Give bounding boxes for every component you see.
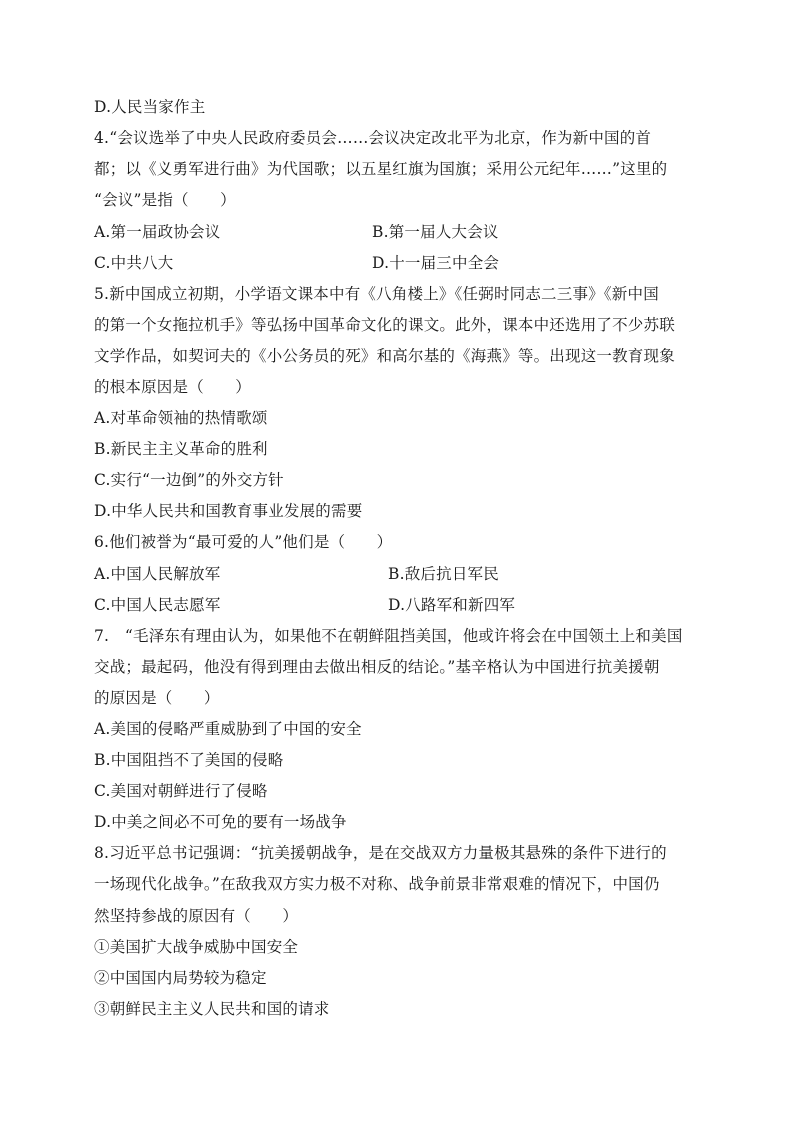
q4-option-c: C.中共八大 xyxy=(94,254,174,272)
q8-item-3: ③朝鲜民主主义人民共和国的请求 xyxy=(94,1000,330,1018)
option-d-prev: D.人民当家作主 xyxy=(94,98,206,116)
q7-option-b: B.中国阻挡不了美国的侵略 xyxy=(94,751,284,769)
q8-stem-line-2: 一场现代化战争。”在敌我双方实力极不对称、战争前景非常艰难的情况下，中国仍 xyxy=(94,875,660,893)
q8-stem-line-3: 然坚持参战的原因有（ ） xyxy=(94,907,299,925)
q4-option-a: A.第一届政协会议 xyxy=(94,223,221,241)
q5-stem-line-2: 的第一个女拖拉机手》等弘扬中国革命文化的课文。此外，课本中还选用了不少苏联 xyxy=(94,316,675,334)
q6-stem-line-1: 6.他们被誉为“最可爱的人”他们是（ ） xyxy=(94,533,393,551)
q8-stem-line-1: 8.习近平总书记强调：“抗美援朝战争，是在交战双方力量极其悬殊的条件下进行的 xyxy=(94,844,667,862)
q4-stem-line-1: 4.“会议选举了中央人民政府委员会……会议决定改北平为北京，作为新中国的首 xyxy=(94,129,652,147)
q4-option-b: B.第一届人大会议 xyxy=(372,223,499,241)
q7-option-a: A.美国的侵略严重威胁到了中国的安全 xyxy=(94,720,362,738)
q7-option-d: D.中美之间必不可免的要有一场战争 xyxy=(94,813,347,831)
q7-stem-line-3: 的原因是（ ） xyxy=(94,689,220,707)
q5-option-b: B.新民主主义革命的胜利 xyxy=(94,440,268,458)
q4-option-d: D.十一届三中全会 xyxy=(372,254,500,272)
q7-option-c: C.美国对朝鲜进行了侵略 xyxy=(94,782,268,800)
q6-option-d: D.八路军和新四军 xyxy=(388,596,516,614)
q6-option-c: C.中国人民志愿军 xyxy=(94,596,221,614)
q6-option-b: B.敌后抗日军民 xyxy=(388,565,499,583)
q4-stem-line-3: “会议”是指（ ） xyxy=(94,191,236,209)
q8-item-2: ②中国国内局势较为稳定 xyxy=(94,969,267,987)
q7-stem-line-1: 7. “毛泽东有理由认为，如果他不在朝鲜阻挡美国，他或许将会在中国领土上和美国 xyxy=(94,627,683,645)
q4-stem-line-2: 都；以《义勇军进行曲》为代国歌；以五星红旗为国旗；采用公元纪年……”这里的 xyxy=(94,160,668,178)
q5-option-c: C.实行“一边倒”的外交方针 xyxy=(94,471,284,489)
q5-option-d: D.中华人民共和国教育事业发展的需要 xyxy=(94,502,363,520)
q5-stem-line-3: 文学作品，如契诃夫的《小公务员的死》和高尔基的《海燕》等。出现这一教育现象 xyxy=(94,347,675,365)
q6-option-a: A.中国人民解放军 xyxy=(94,565,221,583)
q5-option-a: A.对革命领袖的热情歌颂 xyxy=(94,409,268,427)
q5-stem-line-1: 5.新中国成立初期，小学语文课本中有《八角楼上》《任弼时同志二三事》《新中国 xyxy=(94,285,659,303)
q5-stem-line-4: 的根本原因是（ ） xyxy=(94,378,252,396)
q8-item-1: ①美国扩大战争威胁中国安全 xyxy=(94,938,299,956)
q7-stem-line-2: 交战；最起码，他没有得到理由去做出相反的结论。”基辛格认为中国进行抗美援朝 xyxy=(94,658,660,676)
